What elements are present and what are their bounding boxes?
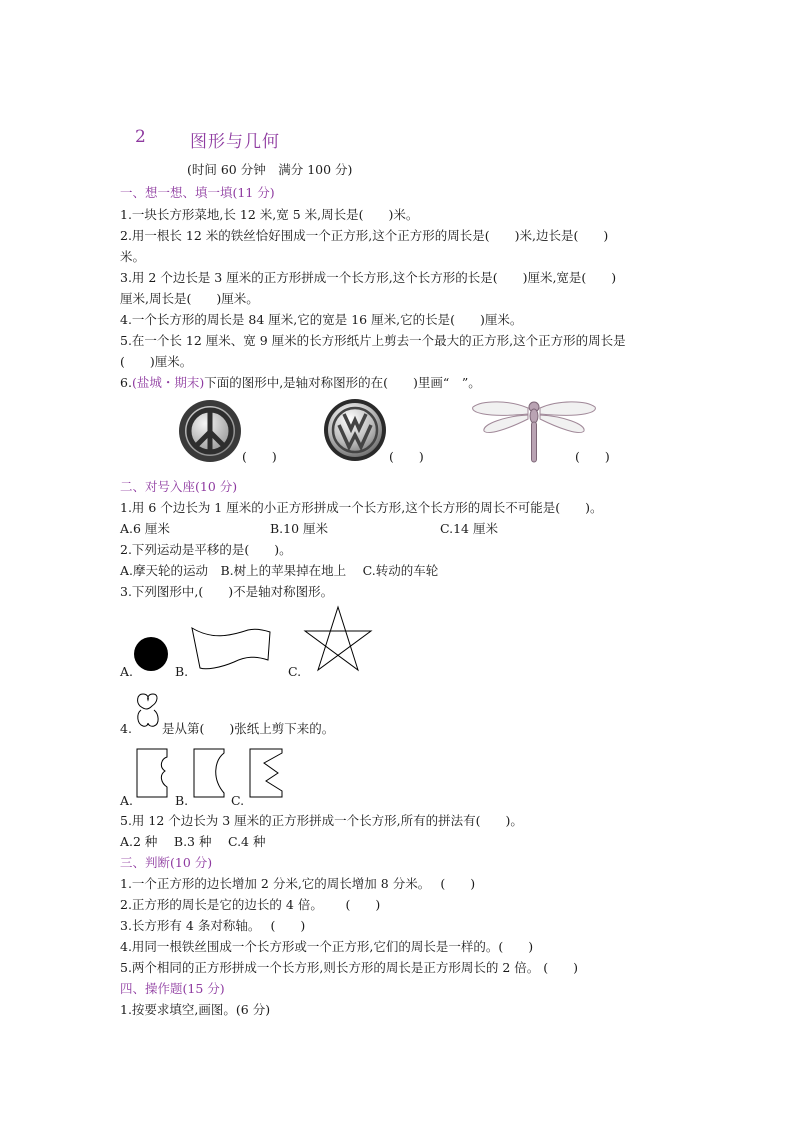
wavy-shape-figure <box>190 626 272 672</box>
s2-q2-options: A.摩天轮的运动 B.树上的苹果掉在地上 C.转动的车轮 <box>120 563 439 578</box>
star-outline-figure <box>303 606 373 672</box>
q6-answer-paren-1[interactable]: ( ) <box>242 449 277 464</box>
s3-question-2: 2.正方形的周长是它的边长的 4 倍。 ( ) <box>120 897 381 912</box>
s1-question-6-number: 6. <box>120 375 132 390</box>
s1-question-3-line-2: 厘米,周长是( )厘米。 <box>120 291 259 306</box>
s2-question-2: 2.下列运动是平移的是( )。 <box>120 542 292 557</box>
s1-question-5-line-2: ( )厘米。 <box>120 354 193 369</box>
s1-question-4: 4.一个长方形的周长是 84 厘米,它的宽是 16 厘米,它的长是( )厘米。 <box>120 312 523 327</box>
s2-question-5: 5.用 12 个边长为 3 厘米的正方形拼成一个长方形,所有的拼法有( )。 <box>120 813 523 828</box>
chapter-title: 图形与几何 <box>190 132 280 152</box>
s1-question-6-text: 下面的图形中,是轴对称图形的在( )里画“ ”。 <box>204 375 481 390</box>
s2-question-4-number: 4. <box>120 721 132 736</box>
s2-q3-option-b: B. <box>175 664 189 679</box>
cutout-shape-figure <box>135 692 163 734</box>
s3-question-3: 3.长方形有 4 条对称轴。 ( ) <box>120 918 306 933</box>
peace-symbol-icon <box>178 399 242 463</box>
s1-question-6 <box>120 375 481 391</box>
s2-q5-options: A.2 种 B.3 种 C.4 种 <box>120 834 266 849</box>
folded-paper-c-figure <box>248 745 288 801</box>
s2-question-4-text: 是从第( )张纸上剪下来的。 <box>162 721 335 736</box>
s1-question-6-source-tag: (盐城・期末) <box>131 375 205 390</box>
chapter-number: 2 <box>135 127 146 147</box>
exam-subtitle: (时间 60 分钟 满分 100 分) <box>187 162 353 177</box>
s3-question-1: 1.一个正方形的边长增加 2 分米,它的周长增加 8 分米。 ( ) <box>120 876 476 891</box>
s2-q4-option-a: A. <box>120 793 134 808</box>
s4-question-1: 1.按要求填空,画图。(6 分) <box>120 1002 271 1017</box>
s2-question-1: 1.用 6 个边长为 1 厘米的小正方形拼成一个长方形,这个长方形的周长不可能是( )。 <box>120 500 603 515</box>
folded-paper-a-figure <box>135 745 175 801</box>
s3-question-4: 4.用同一根铁丝围成一个长方形或一个正方形,它们的周长是一样的。( ) <box>120 939 534 954</box>
s2-q4-option-c: C. <box>231 793 245 808</box>
vw-logo-icon <box>323 398 387 462</box>
q6-answer-paren-3[interactable]: ( ) <box>575 449 610 464</box>
s2-q1-option-c: C.14 厘米 <box>440 521 498 536</box>
section-3-heading: 三、判断(10 分) <box>120 855 213 870</box>
section-1-heading: 一、想一想、填一填(11 分) <box>120 185 275 200</box>
s1-question-2-line-2: 米。 <box>120 249 146 264</box>
s2-q1-option-b: B.10 厘米 <box>270 521 329 536</box>
s1-question-3-line-1: 3.用 2 个边长是 3 厘米的正方形拼成一个长方形,这个长方形的长是( )厘米,宽是( ) <box>120 270 617 285</box>
section-4-heading: 四、操作题(15 分) <box>120 981 225 996</box>
q6-answer-paren-2[interactable]: ( ) <box>389 449 424 464</box>
section-2-heading: 二、对号入座(10 分) <box>120 479 238 494</box>
s1-question-1: 1.一块长方形菜地,长 12 米,宽 5 米,周长是( )米。 <box>120 207 419 222</box>
s2-question-3: 3.下列图形中,( )不是轴对称图形。 <box>120 584 334 599</box>
black-circle-figure <box>133 636 169 672</box>
s2-q3-option-a: A. <box>120 664 134 679</box>
s1-question-2-line-1: 2.用一根长 12 米的铁丝恰好围成一个正方形,这个正方形的周长是( )米,边长是( ) <box>120 228 609 243</box>
folded-paper-b-figure <box>192 745 232 801</box>
s2-q4-option-b: B. <box>175 793 189 808</box>
s2-q1-option-a: A.6 厘米 <box>120 521 170 536</box>
s1-question-5-line-1: 5.在一个长 12 厘米、宽 9 厘米的长方形纸片上剪去一个最大的正方形,这个正方形的周长是 <box>120 333 626 348</box>
s2-q3-option-c: C. <box>288 664 302 679</box>
s3-question-5: 5.两个相同的正方形拼成一个长方形,则长方形的周长是正方形周长的 2 倍。 ( ) <box>120 960 579 975</box>
